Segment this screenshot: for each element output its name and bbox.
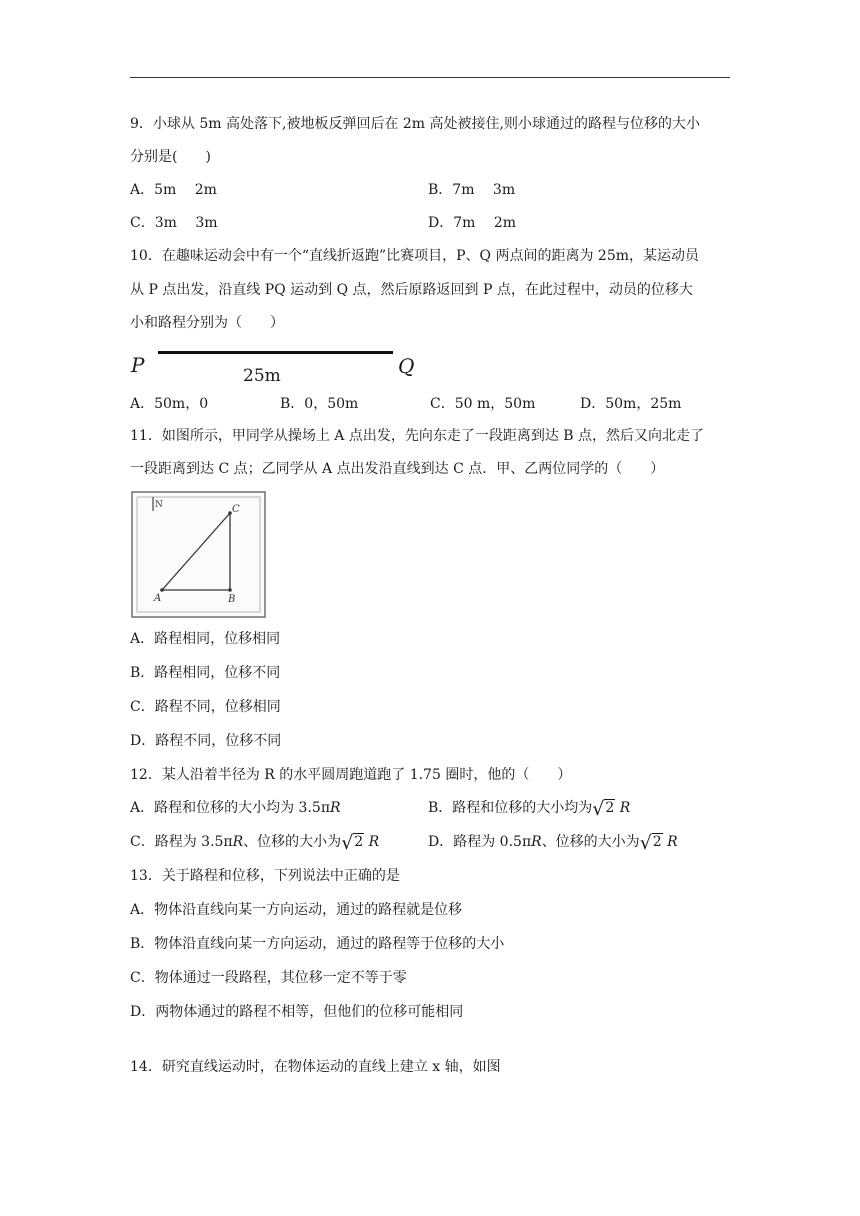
- q9-stem-line1: 9．小球从 5m 高处落下,被地板反弹回后在 2m 高处被接住,则小球通过的路程与位移的大小: [130, 116, 700, 132]
- radius-var: R: [667, 834, 678, 850]
- radius-var: R: [619, 800, 631, 816]
- point-b-label: B: [228, 594, 236, 605]
- q13-option-d: D．两物体通过的路程不相等，但他们的位移可能相同: [130, 1004, 464, 1020]
- sqrt-symbol: √2: [592, 798, 615, 820]
- point-c-label: C: [232, 504, 240, 515]
- q10-option-b: B．0，50m: [280, 396, 359, 412]
- radicand: 2: [652, 834, 662, 850]
- radius-var: R: [232, 834, 244, 850]
- q10-stem-line1: 10．在趣味运动会中有一个“直线折返跑”比赛项目，P、Q 两点间的距离为 25m，某运动员: [130, 248, 700, 264]
- point-p-label: P: [131, 353, 145, 377]
- q10-option-c: C．50 m，50m: [430, 396, 536, 412]
- q11-option-d: D．路程不同，位移不同: [130, 733, 282, 749]
- sqrt-symbol: √2: [639, 832, 662, 854]
- q11-option-c: C．路程不同，位移相同: [130, 699, 281, 715]
- q13-option-c: C．物体通过一段路程，其位移一定不等于零: [130, 970, 407, 986]
- pq-distance-label: 25m: [243, 366, 281, 386]
- q9-stem-line2: 分别是( ): [130, 149, 211, 165]
- q12-option-d: [428, 832, 678, 853]
- q11-option-b: B．路程相同，位移不同: [130, 665, 281, 681]
- q11-stem-line2: 一段距离到达 C 点；乙同学从 A 点出发沿直线到达 C 点．甲、乙两位同学的（ ）: [130, 461, 665, 477]
- q11-stem-line1: 11．如图所示，甲同学从操场上 A 点出发，先向东走了一段距离到达 B 点，然后又向北走了: [130, 428, 705, 444]
- point-a-label: A: [154, 593, 162, 604]
- q12-option-a-text: A．路程和位移的大小均为 3.5π: [130, 800, 331, 816]
- header-rule: [130, 77, 730, 78]
- q12-option-c-text: C．路程为 3.5π: [130, 834, 233, 850]
- point-a: [160, 588, 164, 592]
- q11-figure: [131, 491, 266, 618]
- q12-option-b-text: B．路程和位移的大小均为: [428, 800, 593, 816]
- q12-option-d-text: D．路程为 0.5π: [428, 834, 532, 850]
- q13-stem: 13．关于路程和位移，下列说法中正确的是: [130, 868, 400, 884]
- north-label: N: [155, 500, 163, 510]
- q9-option-c: C．3m 3m: [130, 215, 218, 231]
- q9-option-a: A．5m 2m: [130, 182, 217, 198]
- point-q-label: Q: [398, 354, 415, 378]
- radius-var: R: [531, 834, 542, 850]
- sqrt-symbol: √2: [341, 832, 364, 854]
- figure-frame: [132, 492, 265, 617]
- q10-option-d: D．50m，25m: [580, 396, 682, 412]
- q10-stem-line3: 小和路程分别为（ ）: [130, 315, 284, 331]
- q12-option-a: [130, 798, 341, 818]
- pq-segment: [158, 351, 393, 354]
- q11-option-a: A．路程相同，位移相同: [130, 631, 281, 647]
- q12-option-d-mid: 、位移的大小为: [541, 834, 640, 850]
- q9-option-d: D．7m 2m: [428, 215, 517, 231]
- q13-option-b: B．物体沿直线向某一方向运动，通过的路程等于位移的大小: [130, 936, 505, 952]
- radius-var: R: [368, 834, 380, 850]
- radicand: 2: [354, 834, 364, 850]
- q10-option-a: A．50m，0: [130, 396, 209, 412]
- radius-var: R: [330, 800, 341, 816]
- point-b: [228, 588, 232, 592]
- q12-option-b: [428, 798, 630, 819]
- q10-stem-line2: 从 P 点出发，沿直线 PQ 运动到 Q 点，然后原路返回到 P 点，在此过程中，动员的位移大: [130, 282, 693, 298]
- radicand: 2: [605, 800, 615, 816]
- q9-option-b: B．7m 3m: [428, 182, 516, 198]
- q14-stem: 14．研究直线运动时，在物体运动的直线上建立 x 轴，如图: [130, 1059, 501, 1075]
- q13-option-a: A．物体沿直线向某一方向运动，通过的路程就是位移: [130, 902, 463, 918]
- q12-stem: 12．某人沿着半径为 R 的水平圆周跑道跑了 1.75 圈时，他的（ ）: [130, 767, 572, 783]
- q12-option-c: [130, 832, 379, 853]
- q12-option-c-mid: 、位移的大小为: [243, 834, 342, 850]
